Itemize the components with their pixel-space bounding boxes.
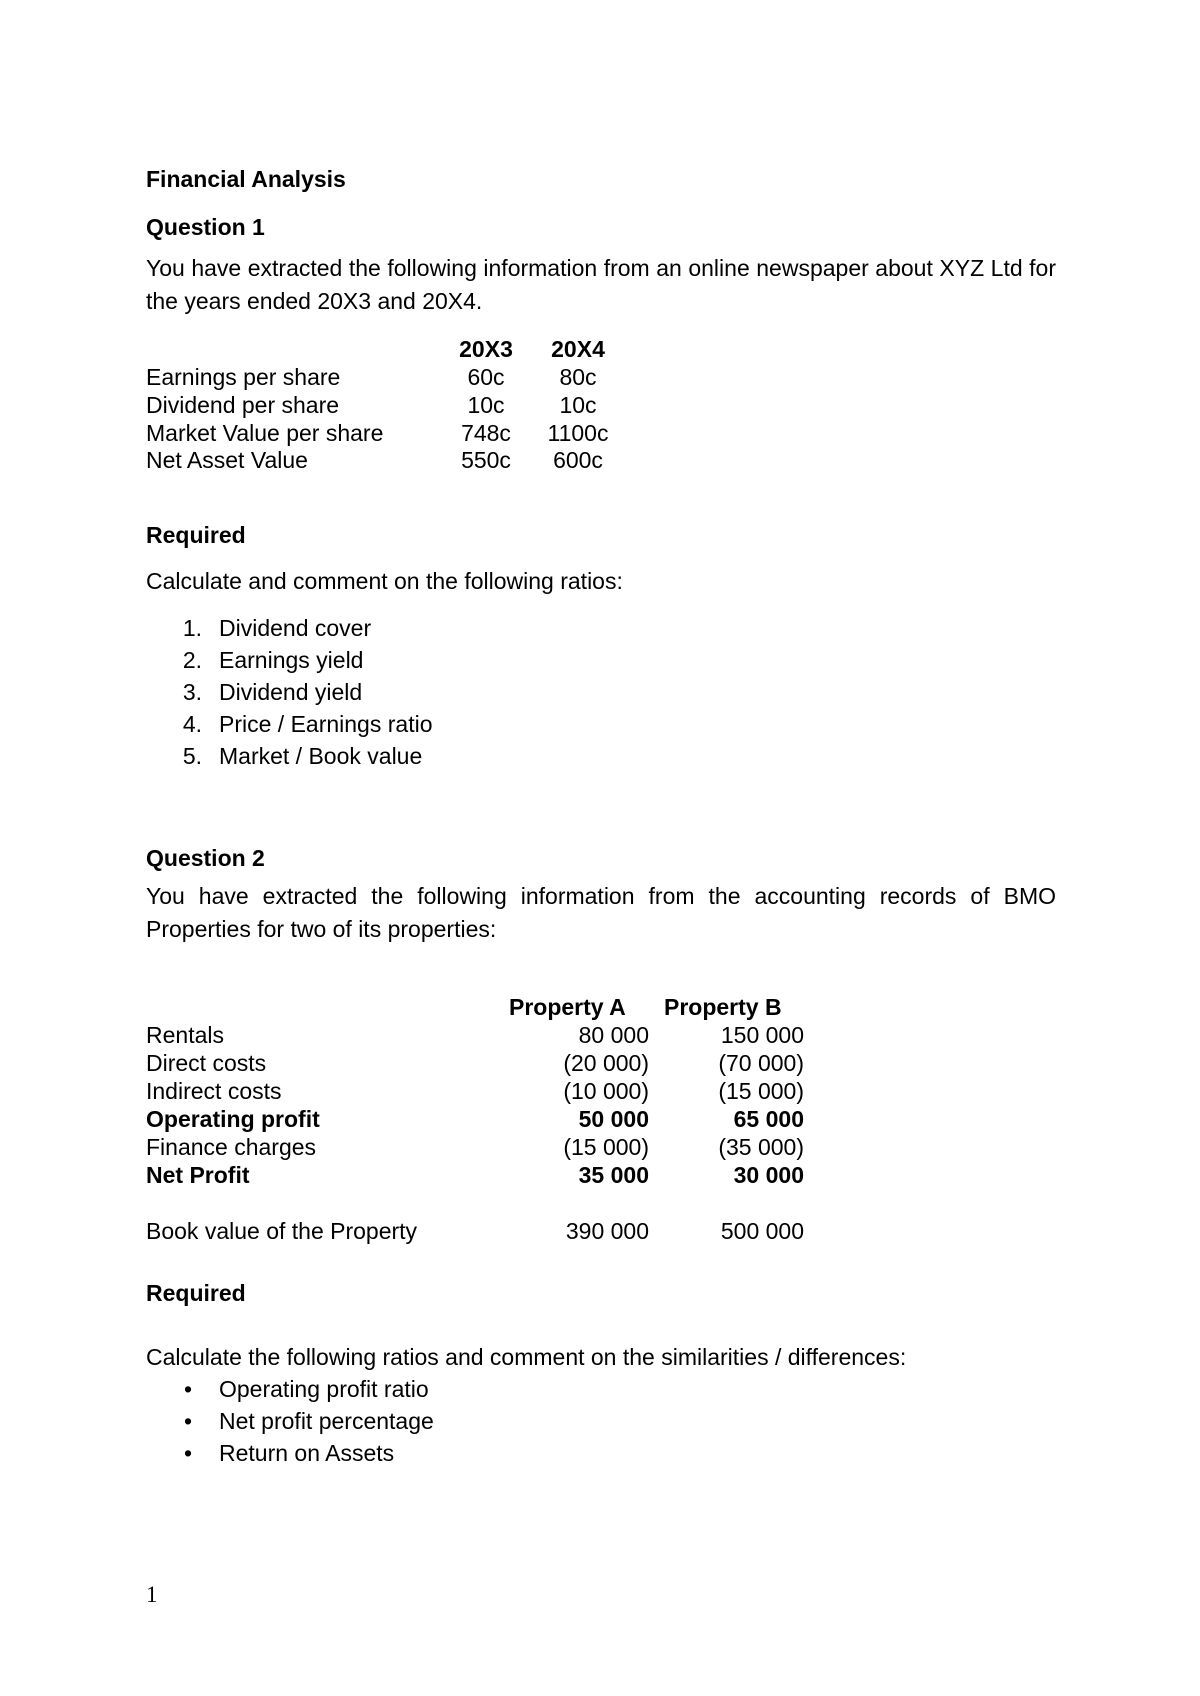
question-1-heading: Question 1 [146, 214, 265, 240]
cell-value: (15 000) [563, 1134, 649, 1160]
list-number: 4. [182, 711, 202, 737]
question-2-intro: You have extracted the following information from the accounting records of BMO Properties for two of its properties: [146, 883, 1056, 942]
cell-value: 600c [553, 447, 603, 473]
row-label: Rentals [146, 1022, 224, 1048]
cell-value: 35 000 [578, 1162, 649, 1188]
list-item: Operating profit ratio [219, 1376, 429, 1402]
cell-value: 500 000 [720, 1218, 804, 1244]
list-item: Price / Earnings ratio [219, 711, 433, 737]
required-heading: Required [146, 522, 246, 548]
cell-value: 50 000 [578, 1106, 649, 1132]
row-label: Earnings per share [146, 364, 341, 390]
cell-value: 60c [467, 364, 505, 390]
row-label: Market Value per share [146, 420, 384, 446]
cell-value: (20 000) [563, 1050, 649, 1076]
list-item: Dividend yield [219, 679, 363, 705]
list-item: Return on Assets [219, 1440, 395, 1466]
page-number: 1 [146, 1582, 158, 1607]
cell-value: (15 000) [718, 1078, 804, 1104]
list-item: Net profit percentage [219, 1408, 434, 1434]
cell-value: 10c [467, 392, 505, 418]
bullet-marker: • [184, 1408, 193, 1434]
document-title: Financial Analysis [146, 166, 346, 192]
list-item: Dividend cover [219, 615, 372, 641]
cell-value: 80 000 [578, 1022, 649, 1048]
row-label: Net Asset Value [146, 447, 308, 473]
bullet-marker: • [184, 1440, 193, 1466]
column-header: Property A [509, 994, 626, 1020]
row-label: Book value of the Property [146, 1218, 418, 1244]
row-label: Direct costs [146, 1050, 267, 1076]
cell-value: 150 000 [720, 1022, 804, 1048]
question-2-heading: Question 2 [146, 845, 265, 871]
question-1-intro: You have extracted the following information from an online newspaper about XYZ Ltd for the years ended 20X3 and 20X4. [146, 255, 1056, 314]
cell-value: (70 000) [718, 1050, 804, 1076]
list-number: 2. [182, 647, 202, 673]
required-heading: Required [146, 1280, 246, 1306]
column-header: Property B [664, 994, 782, 1020]
column-header: 20X4 [551, 336, 605, 362]
required-text: Calculate and comment on the following ratios: [146, 568, 623, 594]
cell-value: 390 000 [565, 1218, 649, 1244]
row-label: Indirect costs [146, 1078, 282, 1104]
cell-value: (35 000) [718, 1134, 804, 1160]
required-text: Calculate the following ratios and comment on the similarities / differences: [146, 1344, 907, 1370]
row-label: Operating profit [146, 1106, 320, 1132]
cell-value: 1100c [547, 420, 609, 446]
cell-value: 748c [461, 420, 511, 446]
column-header: 20X3 [459, 336, 513, 362]
row-label: Dividend per share [146, 392, 340, 418]
cell-value: 10c [559, 392, 597, 418]
row-label: Net Profit [146, 1162, 250, 1188]
list-number: 3. [182, 679, 202, 705]
list-item: Market / Book value [219, 743, 423, 769]
cell-value: (10 000) [563, 1078, 649, 1104]
cell-value: 80c [559, 364, 597, 390]
list-number: 5. [182, 743, 202, 769]
row-label: Finance charges [146, 1134, 317, 1160]
cell-value: 65 000 [733, 1106, 804, 1132]
cell-value: 30 000 [733, 1162, 804, 1188]
bullet-marker: • [184, 1376, 193, 1402]
cell-value: 550c [461, 447, 511, 473]
list-item: Earnings yield [219, 647, 364, 673]
list-number: 1. [182, 615, 202, 641]
